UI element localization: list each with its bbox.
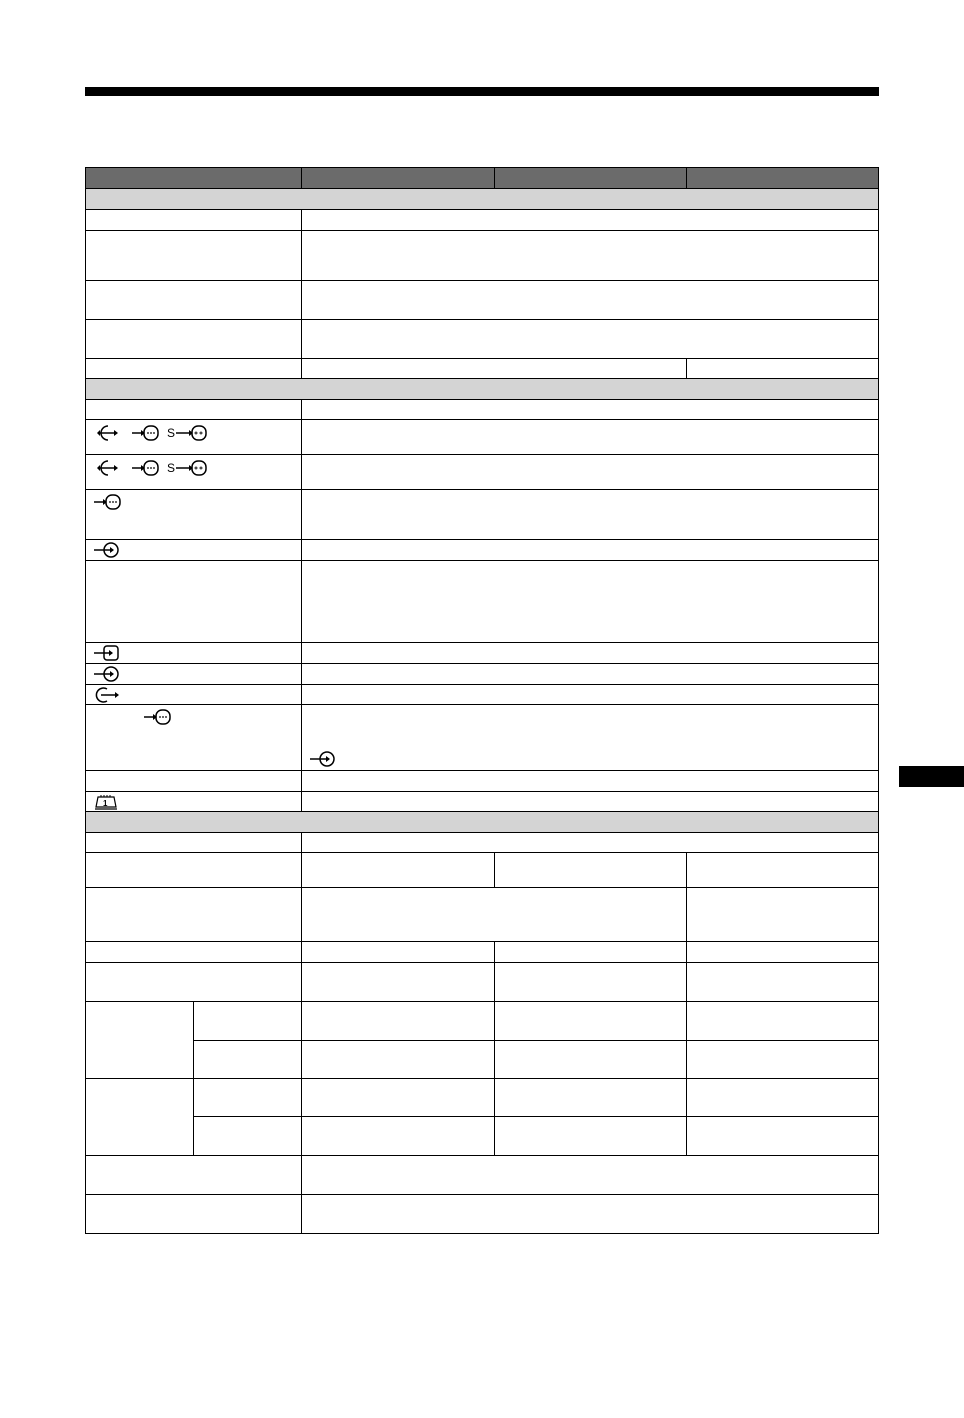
row-label-cell bbox=[86, 420, 301, 454]
row-value-cell bbox=[301, 455, 879, 489]
row-label-cell bbox=[86, 490, 301, 539]
row-value-cell bbox=[301, 359, 686, 378]
table-row bbox=[193, 1117, 879, 1156]
row-value-cell bbox=[301, 320, 879, 358]
table-row bbox=[86, 561, 878, 643]
header-cell bbox=[86, 168, 301, 188]
row-label-cell bbox=[86, 540, 301, 560]
table-row bbox=[86, 771, 878, 792]
group-label-cell bbox=[86, 1079, 193, 1155]
row-label-cell bbox=[86, 281, 301, 319]
row-value-cell bbox=[686, 359, 879, 378]
table-row bbox=[86, 540, 878, 561]
table-row bbox=[86, 664, 878, 685]
row-value-cell bbox=[301, 1195, 879, 1233]
table-row bbox=[86, 853, 878, 888]
row-value-cell bbox=[686, 1002, 879, 1040]
row-label-cell bbox=[86, 833, 301, 852]
row-value-cell bbox=[686, 963, 879, 1001]
row-value-cell bbox=[494, 1079, 686, 1116]
row-value-cell bbox=[301, 643, 879, 663]
table-row bbox=[86, 685, 878, 705]
row-value-cell bbox=[301, 685, 879, 704]
sub-label-cell bbox=[193, 1079, 301, 1116]
table-row bbox=[193, 1002, 879, 1041]
table-row bbox=[86, 400, 878, 420]
header-cell bbox=[494, 168, 686, 188]
row-value-cell bbox=[494, 942, 686, 962]
svg-text:S: S bbox=[167, 461, 176, 475]
section-header-row bbox=[86, 379, 878, 400]
row-value-cell bbox=[301, 420, 879, 454]
table-row bbox=[86, 490, 878, 540]
row-value-cell bbox=[301, 771, 879, 791]
video-in-icon bbox=[130, 423, 160, 443]
table-row bbox=[86, 455, 878, 490]
table-row bbox=[86, 1156, 878, 1195]
row-label-cell bbox=[86, 963, 301, 1001]
row-value-cell bbox=[494, 853, 686, 887]
table-row bbox=[86, 833, 878, 853]
row-label-cell bbox=[86, 455, 301, 489]
row-value-cell bbox=[686, 1079, 879, 1116]
row-label-cell bbox=[86, 231, 301, 280]
row-label-cell bbox=[86, 664, 301, 684]
row-value-cell bbox=[301, 1002, 494, 1040]
service-icon bbox=[94, 792, 120, 812]
row-value-cell bbox=[301, 1041, 494, 1078]
row-label-cell bbox=[86, 705, 301, 770]
row-value-cell bbox=[301, 281, 879, 319]
audio-in-icon bbox=[92, 540, 122, 560]
table-row bbox=[86, 792, 878, 812]
row-value-cell bbox=[301, 1079, 494, 1116]
sub-label-cell bbox=[193, 1117, 301, 1155]
table-row bbox=[86, 231, 878, 281]
row-value-cell bbox=[301, 1156, 879, 1194]
av-in-out-icon bbox=[94, 423, 126, 443]
row-value-cell bbox=[494, 963, 686, 1001]
table-row bbox=[86, 359, 878, 379]
group-label-cell bbox=[86, 1002, 193, 1078]
row-value-cell bbox=[301, 942, 494, 962]
row-label-cell bbox=[86, 643, 301, 663]
row-value-cell bbox=[301, 792, 879, 811]
row-value-cell bbox=[301, 540, 879, 560]
table-row bbox=[86, 942, 878, 963]
row-value-cell bbox=[301, 231, 879, 280]
row-label-cell bbox=[86, 853, 301, 887]
section-header-row bbox=[86, 189, 878, 210]
row-value-cell bbox=[686, 888, 879, 941]
table-row bbox=[86, 643, 878, 664]
row-label-cell bbox=[86, 400, 301, 419]
audio-out-icon bbox=[92, 685, 122, 705]
row-value-cell bbox=[686, 1041, 879, 1078]
table-row bbox=[86, 420, 878, 455]
table-row bbox=[86, 281, 878, 320]
language-side-tab bbox=[899, 766, 964, 787]
table-header-row bbox=[86, 168, 878, 189]
row-value-cell bbox=[301, 561, 879, 642]
row-label-cell bbox=[86, 685, 301, 704]
row-label-cell bbox=[86, 1195, 301, 1233]
row-label-cell bbox=[86, 792, 301, 811]
row-value-cell bbox=[301, 664, 879, 684]
audio-in-icon bbox=[92, 664, 122, 684]
video-in-icon bbox=[142, 707, 172, 727]
table-row bbox=[86, 210, 878, 231]
row-label-cell bbox=[86, 210, 301, 230]
row-value-cell bbox=[301, 490, 879, 539]
row-value-cell bbox=[301, 853, 494, 887]
table-row bbox=[86, 888, 878, 942]
table-row bbox=[86, 1195, 878, 1233]
table-row bbox=[86, 963, 878, 1002]
row-value-cell bbox=[494, 1002, 686, 1040]
row-value-cell bbox=[301, 833, 879, 852]
video-in-icon bbox=[92, 492, 122, 512]
row-value-cell bbox=[686, 853, 879, 887]
row-value-cell bbox=[686, 1117, 879, 1155]
av-in-out-icon bbox=[94, 458, 126, 478]
table-row bbox=[86, 705, 878, 771]
pc-in-icon bbox=[92, 643, 122, 663]
header-cell bbox=[301, 168, 494, 188]
row-label-cell bbox=[86, 771, 301, 791]
specifications-table bbox=[85, 167, 879, 1234]
row-label-cell bbox=[86, 888, 301, 941]
table-row bbox=[86, 320, 878, 359]
section-header-row bbox=[86, 812, 878, 833]
row-label-cell bbox=[86, 942, 301, 962]
row-value-cell bbox=[301, 963, 494, 1001]
table-row bbox=[193, 1079, 879, 1117]
row-value-cell bbox=[494, 1117, 686, 1155]
svg-text:1: 1 bbox=[103, 799, 108, 808]
svg-text:S: S bbox=[167, 426, 176, 440]
row-value-cell bbox=[301, 888, 686, 941]
top-rule bbox=[85, 87, 879, 96]
row-value-cell bbox=[686, 942, 879, 962]
row-label-cell bbox=[86, 359, 301, 378]
row-value-cell bbox=[301, 400, 879, 419]
row-value-cell bbox=[301, 210, 879, 230]
sub-label-cell bbox=[193, 1002, 301, 1040]
row-value-cell bbox=[494, 1041, 686, 1078]
video-in-icon bbox=[130, 458, 160, 478]
row-value-cell bbox=[301, 1117, 494, 1155]
s-video-in-icon bbox=[166, 423, 208, 443]
header-cell bbox=[686, 168, 879, 188]
row-label-cell bbox=[86, 1156, 301, 1194]
row-label-cell bbox=[86, 320, 301, 358]
sub-label-cell bbox=[193, 1041, 301, 1078]
table-row bbox=[193, 1041, 879, 1079]
row-label-cell bbox=[86, 561, 301, 642]
audio-in-icon bbox=[308, 749, 338, 769]
row-value-cell bbox=[301, 705, 879, 770]
s-video-in-icon bbox=[166, 458, 208, 478]
